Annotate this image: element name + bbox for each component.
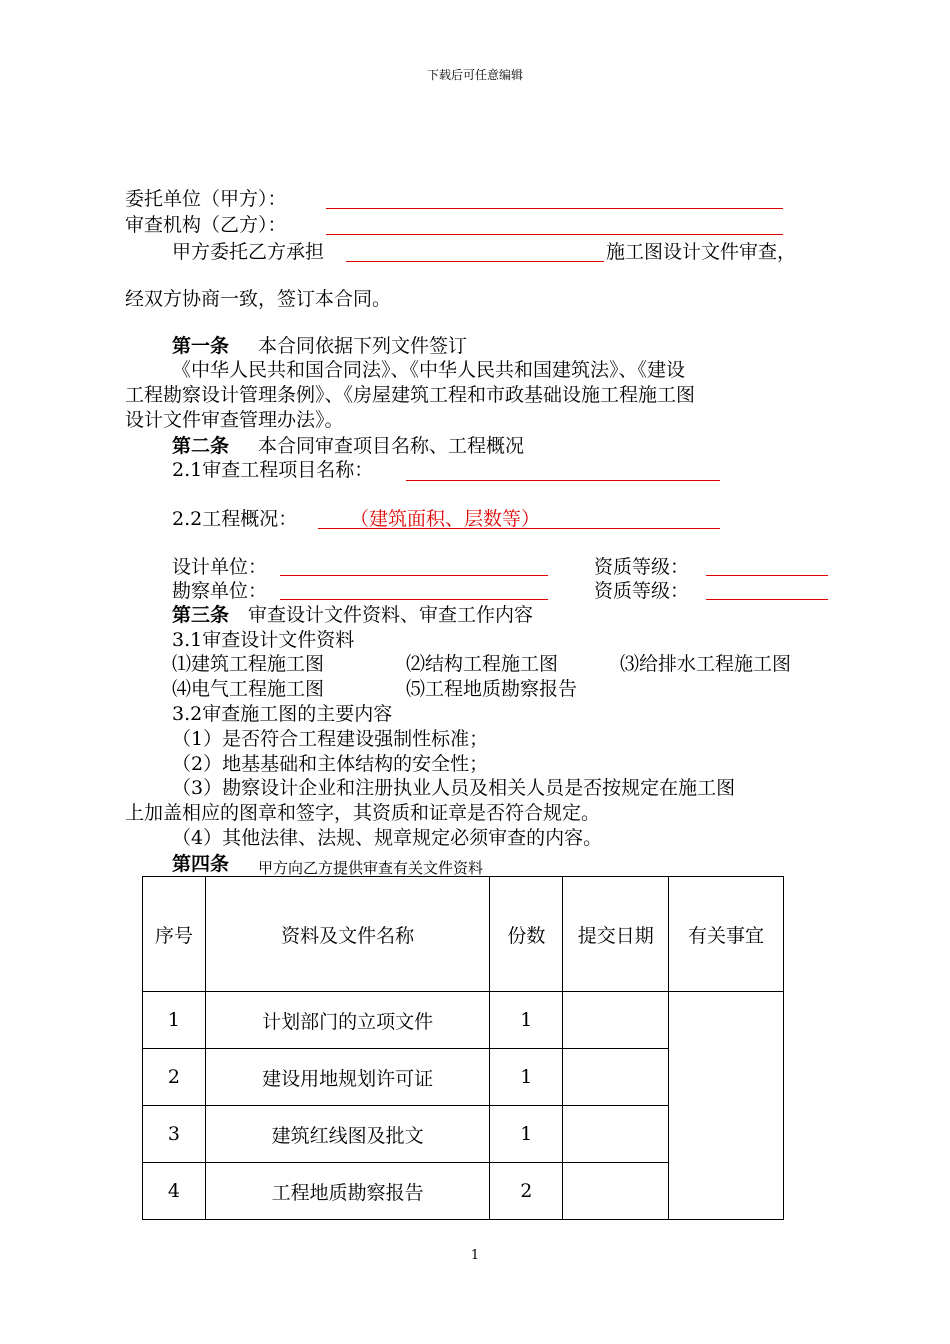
design-qualification-blank bbox=[706, 575, 828, 576]
section-3-1: 3.1审查设计文件资料 bbox=[172, 629, 355, 651]
row-no: 1 bbox=[143, 992, 206, 1049]
article2-title: 第二条 bbox=[172, 435, 230, 457]
article2-heading: 本合同审查项目名称、工程概况 bbox=[258, 435, 525, 457]
row-no: 4 bbox=[143, 1163, 206, 1220]
row-date[interactable] bbox=[563, 1049, 669, 1106]
doc-item-1: ⑴建筑工程施工图 bbox=[172, 653, 325, 675]
content-item-1: （1）是否符合工程建设强制性标准； bbox=[172, 728, 489, 750]
doc-item-5: ⑸工程地质勘察报告 bbox=[406, 678, 578, 700]
design-unit-blank bbox=[280, 575, 548, 576]
survey-unit-blank bbox=[280, 599, 548, 600]
survey-unit-label: 勘察单位： bbox=[172, 580, 268, 602]
doc-item-3: ⑶给排水工程施工图 bbox=[620, 653, 792, 675]
row-no: 2 bbox=[143, 1049, 206, 1106]
row-copies: 1 bbox=[490, 992, 563, 1049]
header-copies: 份数 bbox=[490, 877, 563, 992]
project-overview-hint: （建筑面积、层数等） bbox=[350, 508, 541, 530]
article3-title: 第三条 bbox=[172, 604, 230, 626]
row-copies: 1 bbox=[490, 1049, 563, 1106]
header-notes: 有关事宜 bbox=[669, 877, 784, 992]
page-number: 1 bbox=[470, 1248, 480, 1263]
project-overview-label: 2.2工程概况： bbox=[172, 508, 298, 530]
documents-table bbox=[142, 876, 784, 1220]
agreement-text: 经双方协商一致，签订本合同。 bbox=[125, 288, 392, 310]
survey-qualification-blank bbox=[706, 599, 828, 600]
row-name: 计划部门的立项文件 bbox=[205, 992, 490, 1049]
row-notes[interactable] bbox=[669, 992, 784, 1220]
party-a-blank bbox=[326, 208, 783, 209]
party-b-label: 审查机构（乙方）： bbox=[125, 214, 287, 236]
header-name: 资料及文件名称 bbox=[205, 877, 490, 992]
row-date[interactable] bbox=[563, 992, 669, 1049]
article4-title: 第四条 bbox=[172, 853, 230, 875]
row-name: 工程地质勘察报告 bbox=[205, 1163, 490, 1220]
project-name-blank bbox=[406, 480, 720, 481]
article1-body-line2: 工程勘察设计管理条例》、《房屋建筑工程和市政基础设施工程施工图 bbox=[125, 384, 696, 406]
entrust-text-end: 施工图设计文件审查， bbox=[606, 241, 797, 263]
article1-body-line1: 《中华人民共和国合同法》、《中华人民共和国建筑法》、《建设 bbox=[172, 359, 686, 381]
article1-heading: 本合同依据下列文件签订 bbox=[258, 335, 468, 357]
entrust-text-start: 甲方委托乙方承担 bbox=[172, 241, 325, 263]
content-item-3-line2: 上加盖相应的图章和签字，其资质和证章是否符合规定。 bbox=[125, 802, 601, 824]
content-item-3-line1: （3）勘察设计企业和注册执业人员及相关人员是否按规定在施工图 bbox=[172, 777, 736, 799]
row-name: 建筑红线图及批文 bbox=[205, 1106, 490, 1163]
row-name: 建设用地规划许可证 bbox=[205, 1049, 490, 1106]
project-name-label: 2.1审查工程项目名称： bbox=[172, 459, 374, 481]
row-copies: 1 bbox=[490, 1106, 563, 1163]
header-date: 提交日期 bbox=[563, 877, 669, 992]
row-no: 3 bbox=[143, 1106, 206, 1163]
header-no: 序号 bbox=[143, 877, 206, 992]
content-item-2: （2）地基基础和主体结构的安全性； bbox=[172, 753, 489, 775]
article1-title: 第一条 bbox=[172, 335, 230, 357]
content-item-4: （4）其他法律、法规、规章规定必须审查的内容。 bbox=[172, 827, 603, 849]
article4-heading: 甲方向乙方提供审查有关文件资料 bbox=[258, 859, 484, 877]
table-header-row bbox=[143, 877, 784, 992]
row-copies: 2 bbox=[490, 1163, 563, 1220]
table-row bbox=[143, 992, 784, 1049]
entrust-project-blank bbox=[346, 261, 604, 262]
header-note: 下载后可任意编辑 bbox=[426, 68, 523, 82]
project-overview-blank bbox=[318, 528, 720, 529]
party-a-label: 委托单位（甲方）： bbox=[125, 188, 287, 210]
article3-heading: 审查设计文件资料、审查工作内容 bbox=[248, 604, 534, 626]
survey-qualification-label: 资质等级： bbox=[594, 580, 690, 602]
doc-item-2: ⑵结构工程施工图 bbox=[406, 653, 559, 675]
row-date[interactable] bbox=[563, 1106, 669, 1163]
row-date[interactable] bbox=[563, 1163, 669, 1220]
doc-item-4: ⑷电气工程施工图 bbox=[172, 678, 325, 700]
section-3-2: 3.2审查施工图的主要内容 bbox=[172, 703, 393, 725]
party-b-blank bbox=[326, 234, 783, 235]
design-qualification-label: 资质等级： bbox=[594, 556, 690, 578]
design-unit-label: 设计单位： bbox=[172, 556, 268, 578]
article1-body-line3: 设计文件审查管理办法》。 bbox=[125, 409, 344, 431]
